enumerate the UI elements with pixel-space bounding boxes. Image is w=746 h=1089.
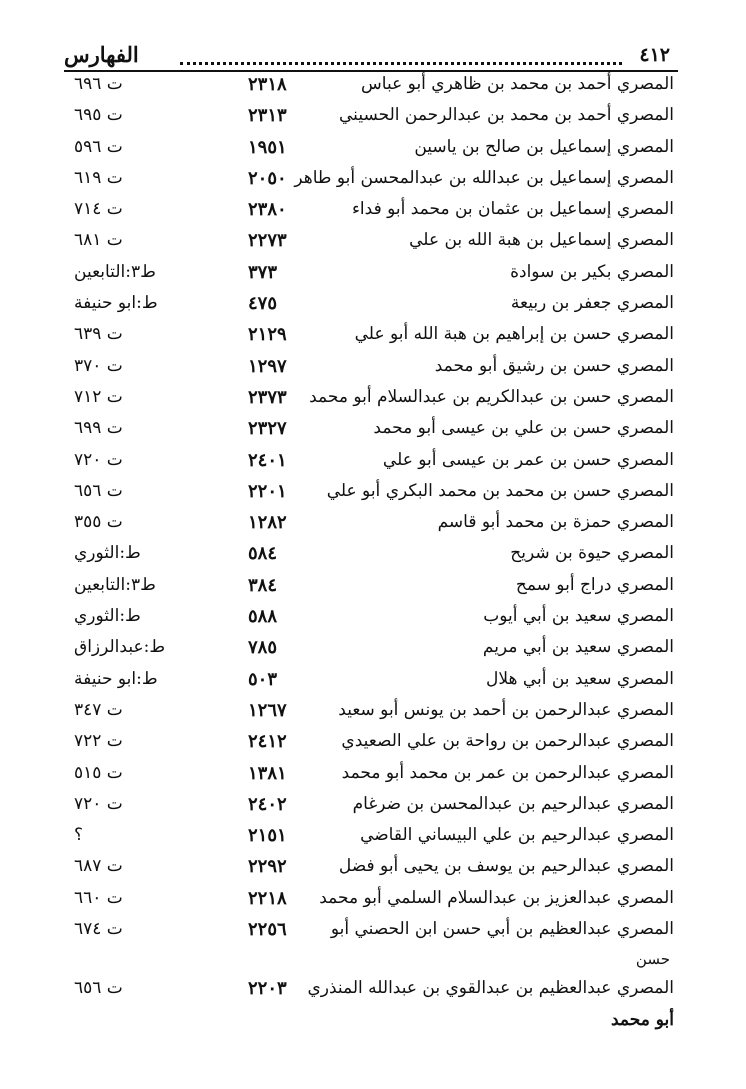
- entry-number: ١٢٩٧: [248, 355, 287, 377]
- entry-reference: ط:ابو حنيفة: [74, 668, 158, 689]
- index-row: [74, 352, 674, 383]
- entry-name: المصري جعفر بن ربيعة: [510, 293, 674, 314]
- entry-name: المصري بكير بن سوادة: [510, 261, 674, 282]
- entry-number: ٢٢٧٣: [248, 230, 287, 252]
- entry-name: المصري إسماعيل بن صالح بن ياسين: [414, 136, 674, 157]
- entry-name: المصري سعيد بن أبي هلال: [485, 668, 674, 689]
- entry-number: ١٢٦٧: [248, 699, 287, 721]
- entry-reference: ت ٦٣٩: [74, 324, 123, 345]
- index-entries: [74, 70, 674, 1034]
- index-row: [74, 164, 674, 195]
- index-row: [74, 133, 674, 164]
- entry-reference: ط:الثوري: [74, 543, 141, 564]
- entry-reference: ت ٦٩٩: [74, 418, 123, 439]
- entry-number: ٢٣١٨: [248, 74, 287, 95]
- index-row: [74, 633, 674, 664]
- entry-number: ٢١٥١: [248, 825, 287, 847]
- page-number: ٤١٢: [639, 44, 670, 66]
- index-row: [74, 195, 674, 226]
- entry-name: المصري حسن بن محمد بن محمد البكري أبو علي: [326, 480, 674, 501]
- index-row: [74, 258, 674, 289]
- entry-reference: ت ٣٤٧: [74, 699, 123, 720]
- index-row: [74, 70, 674, 101]
- entry-number: ٢٢٥٦: [248, 919, 287, 941]
- entry-name: المصري عبدالرحيم بن علي البيساني القاضي: [360, 825, 674, 846]
- entry-reference: ت ٦٦٠: [74, 887, 123, 908]
- entry-reference: ت ٦٨١: [74, 230, 123, 251]
- entry-reference: ط٣:التابعين: [74, 574, 156, 595]
- entry-reference: ت ٦٥٦: [74, 978, 123, 999]
- entry-name: المصري عبدالرحيم بن يوسف بن يحيى أبو فضل: [338, 856, 674, 877]
- entry-reference: ت ٦٧٤: [74, 919, 123, 940]
- entry-reference: ت ٧٢٠: [74, 793, 123, 814]
- index-row: [74, 852, 674, 883]
- index-row: [74, 226, 674, 257]
- entry-name: المصري حسن بن عمر بن عيسى أبو علي: [382, 449, 674, 470]
- entry-number: ٥٨٤: [248, 543, 278, 565]
- continuation-line: [74, 1006, 674, 1034]
- entry-number: ٢٣٨٠: [248, 199, 287, 221]
- entry-number: ٥٨٨: [248, 606, 278, 628]
- index-row: [74, 446, 674, 477]
- entry-name: المصري حسن بن إبراهيم بن هبة الله أبو علي: [354, 324, 674, 345]
- entry-number: ٤٧٥: [248, 293, 278, 315]
- index-row: [74, 414, 674, 445]
- entry-number: ٢٤١٢: [248, 731, 287, 753]
- continuation-text: حسن: [635, 950, 670, 969]
- entry-number: ٢٣٢٧: [248, 418, 287, 440]
- continuation-line: [74, 946, 674, 974]
- entry-reference: ت ٦٩٥: [74, 105, 123, 126]
- index-row: [74, 508, 674, 539]
- entry-number: ٥٠٣: [248, 668, 278, 690]
- entry-reference: ت ٧١٤: [74, 199, 123, 220]
- index-row: [74, 696, 674, 727]
- entry-reference: ط:عبدالرزاق: [74, 637, 166, 658]
- index-row: [74, 790, 674, 821]
- entry-number: ٣٨٤: [248, 574, 278, 596]
- entry-reference: ط:ابو حنيفة: [74, 293, 158, 314]
- entry-name: المصري سعيد بن أبي أيوب: [483, 606, 674, 627]
- entry-name: المصري حسن بن علي بن عيسى أبو محمد: [373, 418, 674, 439]
- section-title: الفهارس: [64, 42, 139, 67]
- entry-number: ٢٤٠٢: [248, 793, 287, 815]
- index-row: [74, 974, 674, 1005]
- entry-number: ٢٢٠١: [248, 480, 287, 502]
- entry-name: المصري عبدالعظيم بن أبي حسن ابن الحصني أبو: [330, 919, 674, 940]
- header-leader-dots: [180, 40, 622, 65]
- entry-name: المصري إسماعيل بن هبة الله بن علي: [409, 230, 674, 251]
- entry-reference: ت ٧١٢: [74, 386, 123, 407]
- entry-number: ١٢٨٢: [248, 512, 287, 534]
- page-header: [64, 40, 674, 70]
- index-row: [74, 320, 674, 351]
- entry-reference: ت ٥٩٦: [74, 136, 123, 157]
- entry-name: المصري عبدالعزيز بن عبدالسلام السلمي أبو محمد: [319, 887, 674, 908]
- entry-number: ٢٤٠١: [248, 449, 287, 471]
- index-row: [74, 539, 674, 570]
- index-row: [74, 884, 674, 915]
- entry-number: ٢٠٥٠: [248, 167, 287, 189]
- entry-reference: ت ٧٢٠: [74, 449, 123, 470]
- entry-name: المصري سعيد بن أبي مريم: [482, 637, 674, 658]
- entry-reference: ت ٦٨٧: [74, 856, 123, 877]
- entry-reference: ت ٣٥٥: [74, 512, 123, 533]
- entry-reference: ت ٦٥٦: [74, 480, 123, 501]
- entry-number: ٢٢١٨: [248, 887, 287, 909]
- index-row: [74, 571, 674, 602]
- entry-name: المصري حسن بن رشيق أبو محمد: [434, 355, 674, 376]
- entry-name: المصري دراج أبو سمح: [515, 574, 674, 595]
- index-row: [74, 821, 674, 852]
- index-row: [74, 665, 674, 696]
- entry-name: المصري عبدالرحمن بن رواحة بن علي الصعيدي: [341, 731, 674, 752]
- entry-name: المصري عبدالرحمن بن عمر بن محمد أبو محمد: [341, 762, 674, 783]
- index-row: [74, 602, 674, 633]
- index-row: [74, 759, 674, 790]
- entry-reference: ت ٣٧٠: [74, 355, 123, 376]
- index-row: [74, 477, 674, 508]
- entry-number: ٧٨٥: [248, 637, 278, 659]
- index-row: [74, 289, 674, 320]
- entry-name: المصري حيوة بن شريح: [510, 543, 674, 564]
- entry-number: ٢٣٧٣: [248, 386, 287, 408]
- entry-name: المصري عبدالرحيم بن عبدالمحسن بن ضرغام: [352, 793, 674, 814]
- entry-number: ١٣٨١: [248, 762, 287, 784]
- index-row: [74, 727, 674, 758]
- entry-number: ٢٣١٣: [248, 105, 287, 127]
- entry-reference: ت ٦١٩: [74, 167, 123, 188]
- entry-reference: ت ٦٩٦: [74, 74, 123, 94]
- continuation-text: أبو محمد: [611, 1009, 674, 1030]
- entry-name: المصري إسماعيل بن عثمان بن محمد أبو فداء: [351, 199, 674, 220]
- index-row: [74, 101, 674, 132]
- index-row: [74, 383, 674, 414]
- entry-name: المصري عبدالرحمن بن أحمد بن يونس أبو سعيد: [338, 699, 674, 720]
- entry-reference: ت ٥١٥: [74, 762, 123, 783]
- entry-name: المصري أحمد بن محمد بن عبدالرحمن الحسيني: [339, 105, 674, 126]
- entry-name: المصري عبدالعظيم بن عبدالقوي بن عبدالله المنذري: [307, 978, 674, 999]
- entry-reference: ت ٧٢٢: [74, 731, 123, 752]
- entry-name: المصري حسن بن عبدالكريم بن عبدالسلام أبو محمد: [309, 386, 674, 407]
- entry-number: ٣٧٣: [248, 261, 278, 283]
- entry-name: المصري أحمد بن محمد بن ظاهري أبو عباس: [361, 74, 674, 94]
- entry-reference: ط٣:التابعين: [74, 261, 156, 282]
- entry-name: المصري حمزة بن محمد أبو قاسم: [437, 512, 674, 533]
- entry-reference: ط:الثوري: [74, 606, 141, 627]
- entry-number: ٢١٢٩: [248, 324, 287, 346]
- entry-name: المصري إسماعيل بن عبدالله بن عبدالمحسن أبو طاهر: [294, 167, 674, 188]
- entry-number: ١٩٥١: [248, 136, 287, 158]
- entry-reference: ؟: [74, 825, 84, 846]
- entry-number: ٢٢٩٢: [248, 856, 287, 878]
- entry-number: ٢٢٠٣: [248, 978, 287, 1000]
- index-row: [74, 915, 674, 946]
